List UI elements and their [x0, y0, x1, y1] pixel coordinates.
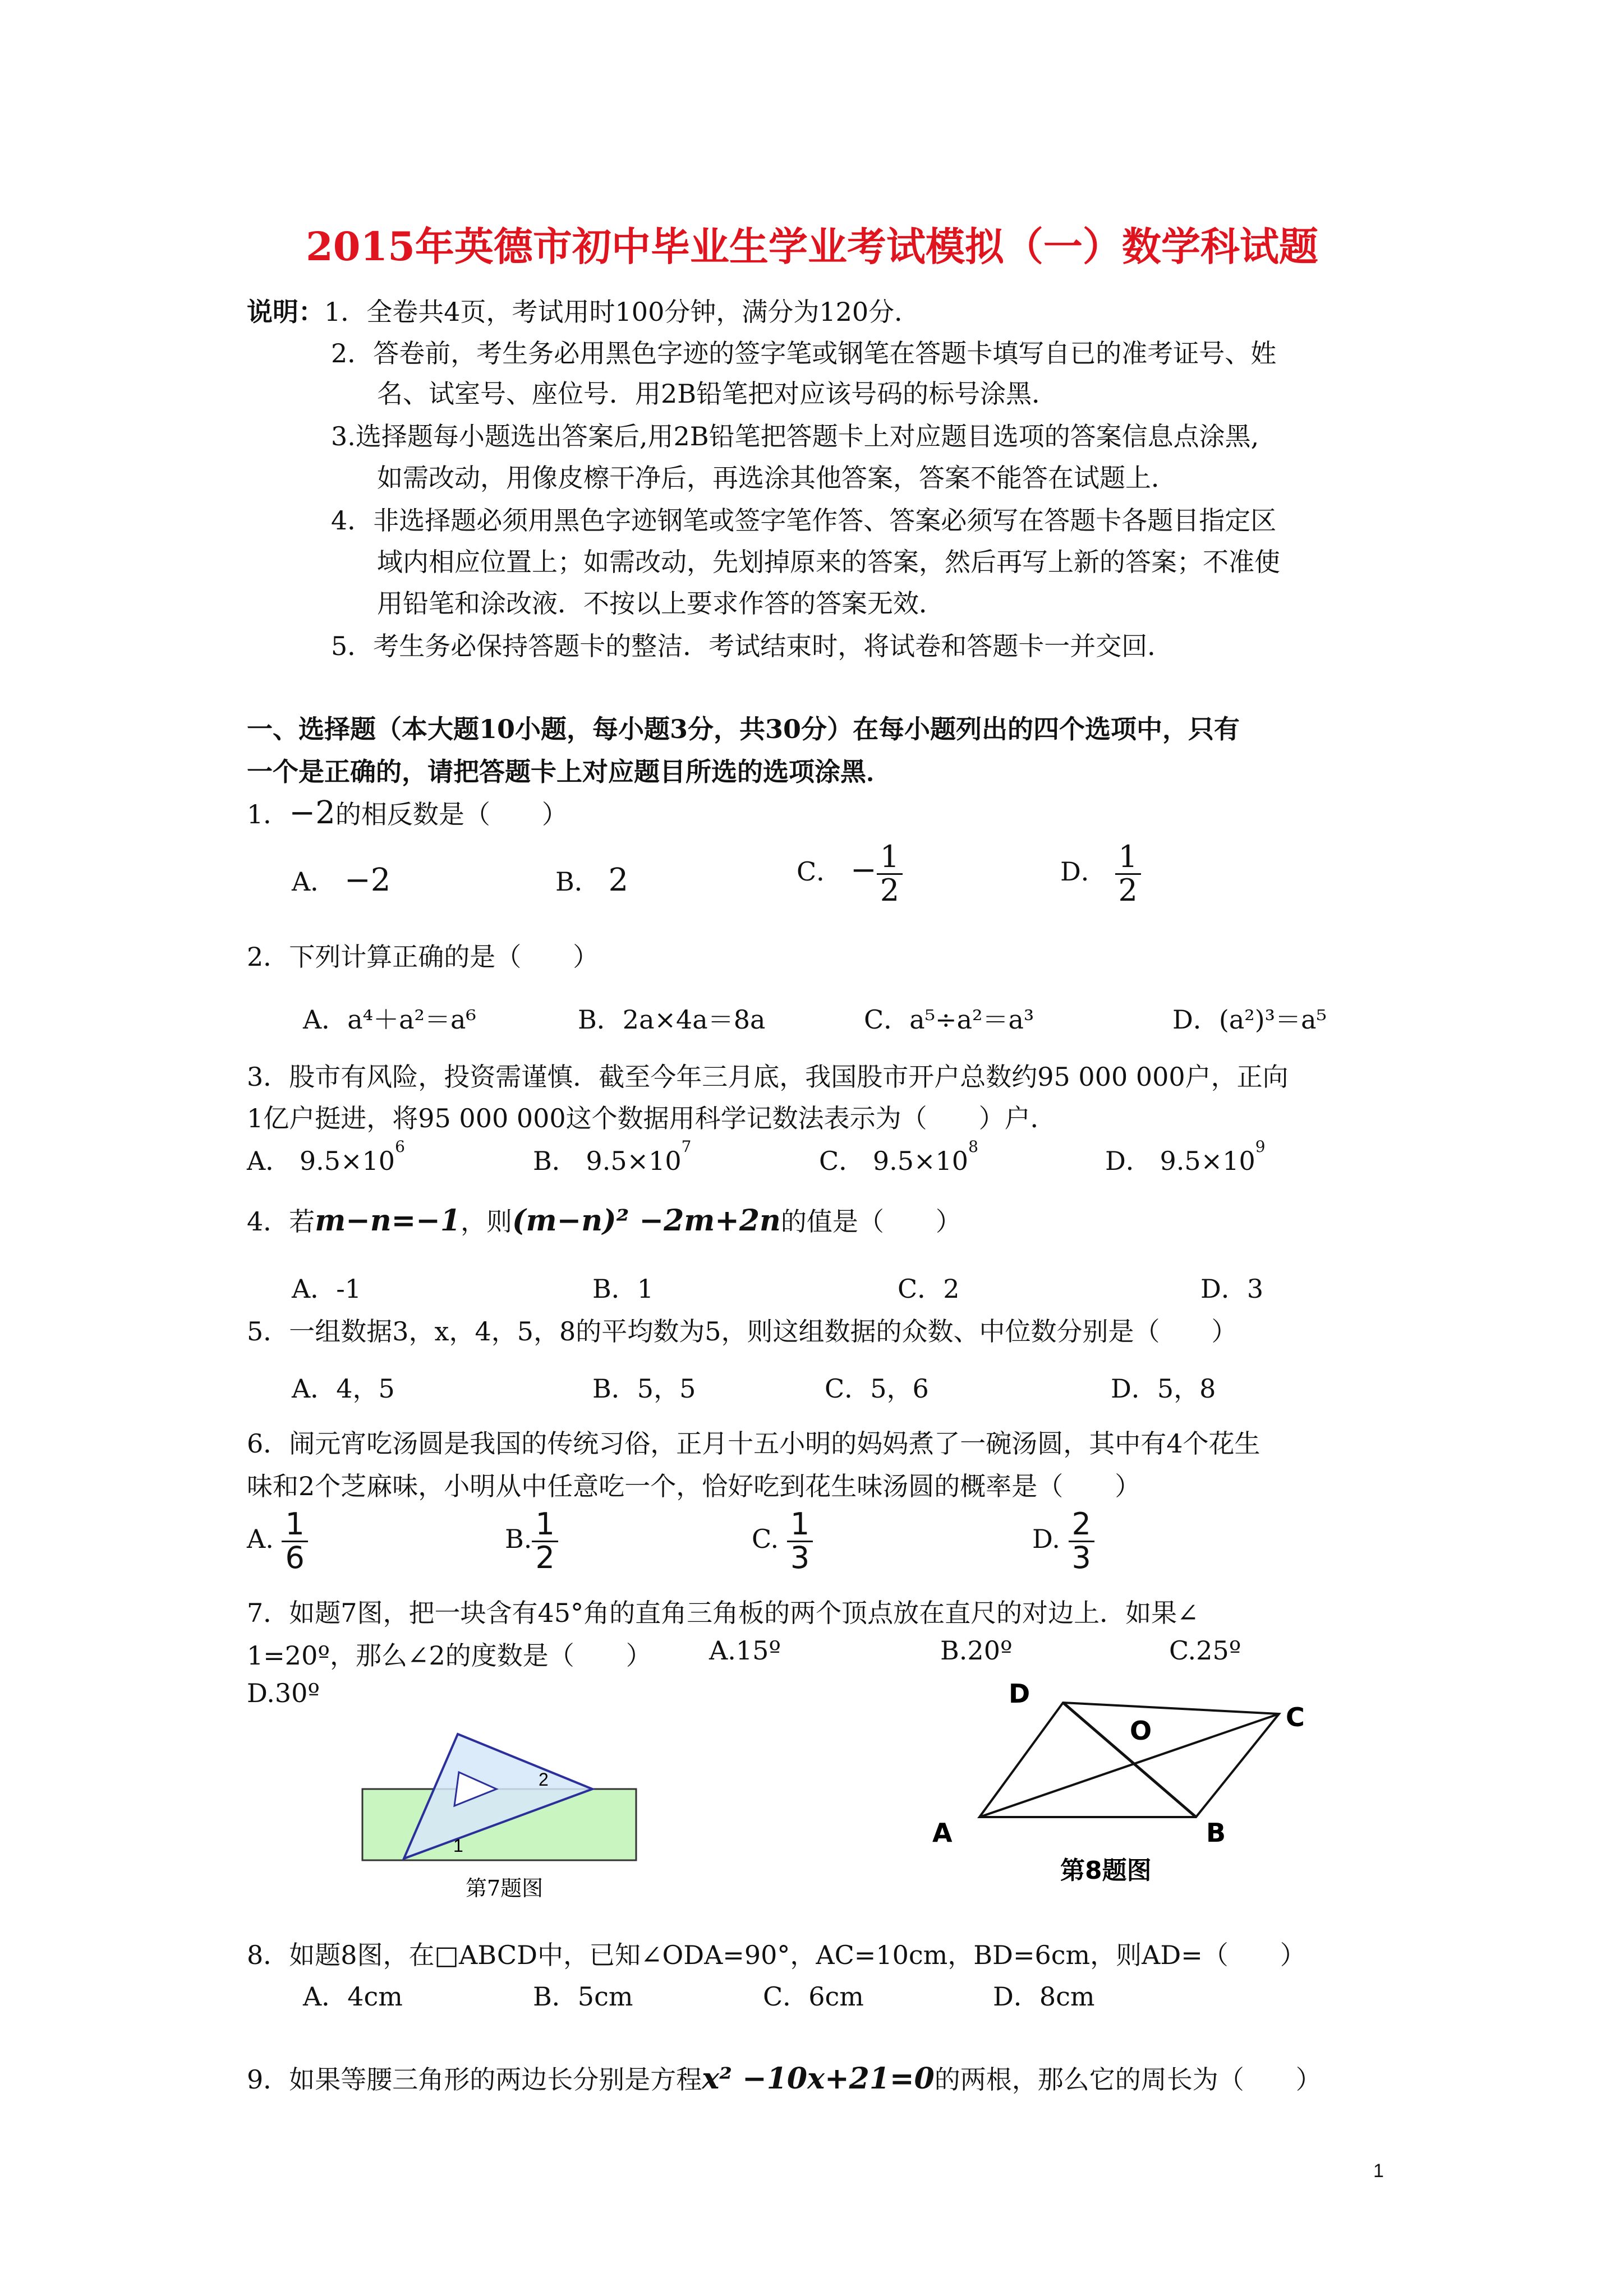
- question-1-stem: 1．−2的相反数是（ ）: [247, 795, 568, 831]
- q6-option-a: A. $\frac{1}{6}$: [247, 1509, 308, 1574]
- note-4c: 用铅笔和涂改液．不按以上要求作答的答案无效．: [377, 588, 945, 619]
- angle-2-label: 2: [539, 1769, 549, 1790]
- q7-option-d: D.30º: [247, 1678, 320, 1708]
- page-title: 2015年英德市初中毕业生学业考试模拟（一）数学科试题: [306, 223, 1318, 270]
- question-3-line2: 1亿户挺进，将95 000 000这个数据用科学记数法表示为（ ）户．: [247, 1103, 1056, 1133]
- vertex-d-label: D: [1009, 1682, 1030, 1709]
- q4-option-b: B．1: [592, 1274, 654, 1304]
- q7-option-c: C.25º: [1169, 1635, 1241, 1666]
- vertex-c-label: C: [1286, 1702, 1305, 1732]
- center-o-label: O: [1130, 1716, 1152, 1746]
- q8-option-d: D．8cm: [993, 1981, 1095, 2012]
- q2-option-d: D．(a²)³＝a⁵: [1172, 1004, 1327, 1035]
- question-6-line1: 6．闹元宵吃汤圆是我国的传统习俗，正月十五小明的妈妈煮了一碗汤圆，其中有4个花生: [247, 1428, 1260, 1459]
- section1-line1: 一、选择题（本大题10小题，每小题3分，共30分）在每小题列出的四个选项中，只有: [247, 714, 1240, 744]
- q5-option-a: A．4，5: [292, 1373, 395, 1404]
- question-9-stem: 9．如果等腰三角形的两边长分别是方程x² −10x+21=0的两根，那么它的周长为（ ）: [247, 2062, 1322, 2096]
- angle-1-label: 1: [453, 1836, 463, 1856]
- q8-option-a: A．4cm: [303, 1981, 403, 2012]
- q8-option-b: B．5cm: [533, 1981, 633, 2012]
- q2-option-a: A．a⁴＋a²＝a⁶: [303, 1004, 476, 1035]
- question-5-stem: 5．一组数据3，x，4，5，8的平均数为5，则这组数据的众数、中位数分别是（ ）: [247, 1316, 1237, 1347]
- question-7-line1: 7．如题7图，把一块含有45°角的直角三角板的两个顶点放在直尺的对边上．如果∠: [247, 1598, 1199, 1628]
- q6-option-d: D. $\frac{2}{3}$: [1032, 1509, 1094, 1574]
- notes-label: 说明：1．全卷共4页，考试用时100分钟，满分为120分．: [247, 297, 921, 327]
- q4-option-c: C．2: [898, 1274, 960, 1304]
- q3-option-d: D． $9.5\times 10^9$: [1105, 1137, 1266, 1176]
- q5-option-b: B．5，5: [592, 1373, 696, 1404]
- q7-option-a: A.15º: [709, 1635, 781, 1666]
- note-5: 5．考生务必保持答题卡的整洁．考试结束时，将试卷和答题卡一并交回．: [331, 631, 1174, 661]
- q1-option-c: C． − $\frac{1}{2}$: [797, 841, 903, 906]
- q6-option-b: B. $\frac{1}{2}$: [505, 1509, 558, 1574]
- figure-8: [920, 1682, 1324, 1884]
- section1-line2: 一个是正确的，请把答题卡上对应题目所选的选项涂黑．: [247, 757, 892, 787]
- q3-option-a: A． $9.5\times 10^6$: [247, 1137, 405, 1176]
- q1-option-d: D． $\frac{1}{2}$: [1060, 841, 1141, 906]
- note-4a: 4．非选择题必须用黑色字迹钢笔或签字笔作答、答案必须写在答题卡各题目指定区: [331, 505, 1277, 536]
- q2-option-c: C．a⁵÷a²＝a³: [864, 1004, 1034, 1035]
- figure-7-caption: 第7题图: [466, 1876, 544, 1901]
- note-3b: 如需改动，用像皮檫干净后，再选涂其他答案，答案不能答在试题上．: [377, 463, 1177, 493]
- q1-option-a: A． −2: [292, 862, 391, 898]
- q8-option-c: C．6cm: [763, 1981, 864, 2012]
- question-3-line1: 3．股市有风险，投资需谨慎．截至今年三月底，我国股市开户总数约95 000 000户，正向: [247, 1062, 1289, 1092]
- note-1: 1．全卷共4页，考试用时100分钟，满分为120分．: [324, 297, 921, 327]
- diagonal-ac: [979, 1714, 1279, 1817]
- q2-option-b: B．2a×4a＝8a: [578, 1004, 766, 1035]
- q3-option-c: C． $9.5\times 10^8$: [819, 1137, 978, 1176]
- vertex-a-label: A: [932, 1818, 953, 1848]
- note-2a: 2．答卷前，考生务必用黑色字迹的签字笔或钢笔在答题卡填写自已的准考证号、姓: [331, 338, 1277, 368]
- q7-option-b: B.20º: [940, 1635, 1013, 1666]
- question-6-line2: 味和2个芝麻味，小明从中任意吃一个，恰好吃到花生味汤圆的概率是（ ）: [247, 1471, 1141, 1501]
- page-number: 1: [1373, 2160, 1384, 2182]
- q4-option-a: A．-1: [292, 1274, 362, 1304]
- note-3a: 3.选择题每小题选出答案后,用2B铅笔把答题卡上对应题目选项的答案信息点涂黑,: [331, 421, 1259, 451]
- question-2-stem: 2．下列计算正确的是（ ）: [247, 942, 599, 972]
- figure-8-caption: 第8题图: [1060, 1856, 1152, 1884]
- note-2b: 名、试室号、座位号．用2B铅笔把对应该号码的标号涂黑．: [377, 379, 1058, 409]
- question-8-stem: 8．如题8图，在□ABCD中，已知∠ODA=90°，AC=10cm，BD=6cm，则AD=（ ）: [247, 1940, 1306, 1970]
- q4-option-d: D．3: [1200, 1274, 1264, 1304]
- vertex-b-label: B: [1206, 1818, 1226, 1848]
- question-7-line2: 1=20º，那么∠2的度数是（ ）: [247, 1640, 652, 1671]
- note-4b: 域内相应位置上；如需改动，先划掉原来的答案，然后再写上新的答案；不准使: [377, 547, 1280, 577]
- q6-option-c: C. $\frac{1}{3}$: [752, 1509, 813, 1574]
- q3-option-b: B． $9.5\times 10^7$: [533, 1137, 692, 1176]
- figure-7: [353, 1727, 645, 1918]
- q1-option-b: B． 2: [555, 862, 629, 898]
- q5-option-d: D．5，8: [1111, 1373, 1216, 1404]
- question-4-stem: 4．若m−n=−1，则(m−n)² −2m+2n的值是（ ）: [247, 1204, 961, 1238]
- q5-option-c: C．5，6: [825, 1373, 929, 1404]
